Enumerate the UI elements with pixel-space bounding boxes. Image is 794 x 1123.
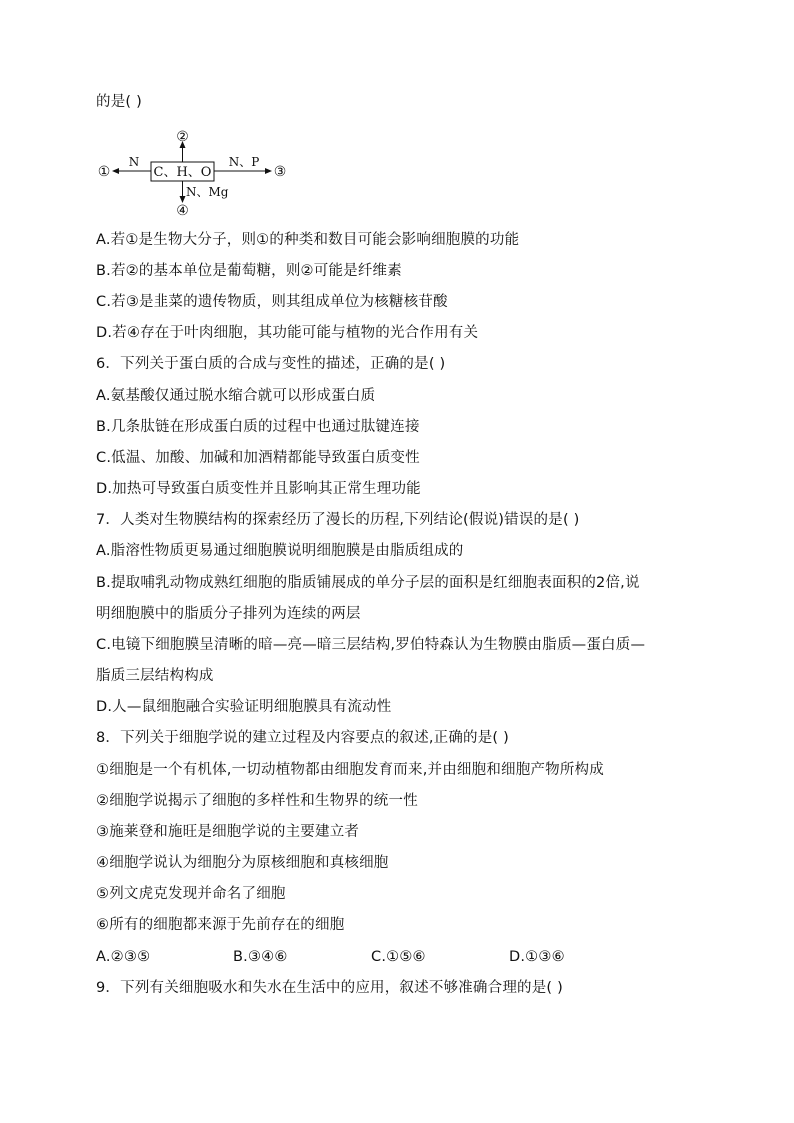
element-composition-diagram: [94, 126, 304, 220]
arrow-left-head: [112, 168, 119, 174]
node-4: ④: [176, 203, 189, 219]
q7-stem: 7．人类对生物膜结构的探索经历了漫长的历程,下列结论(假说)错误的是( ): [96, 512, 580, 528]
q9-stem: 9．下列有关细胞吸水和失水在生活中的应用，叙述不够准确合理的是( ): [96, 980, 563, 996]
q7-option-b-line1: B.提取哺乳动物成熟红细胞的脂质铺展成的单分子层的面积是红细胞表面积的2倍,说: [96, 575, 640, 591]
q8-option-d: D.①③⑥: [509, 949, 565, 965]
question-stem-tail: 的是( ): [96, 94, 142, 110]
node-1: ①: [97, 164, 111, 180]
q5-option-d: D.若④存在于叶肉细胞，其功能可能与植物的光合作用有关: [96, 325, 479, 341]
q8-statement-2: ②细胞学说揭示了细胞的多样性和生物界的统一性: [96, 793, 418, 809]
q5-option-b: B.若②的基本单位是葡萄糖，则②可能是纤维素: [96, 263, 402, 279]
node-3: ③: [273, 164, 287, 180]
q6-option-d: D.加热可导致蛋白质变性并且影响其正常生理功能: [96, 481, 421, 497]
q8-stem: 8．下列关于细胞学说的建立过程及内容要点的叙述,正确的是( ): [96, 730, 509, 746]
q8-statement-5: ⑤列文虎克发现并命名了细胞: [96, 886, 286, 902]
q8-option-b: B.③④⑥: [233, 949, 288, 965]
label-right: N、P: [228, 155, 260, 169]
q8-option-a: A.②③⑤: [96, 949, 151, 965]
q7-option-d: D.人—鼠细胞融合实验证明细胞膜具有流动性: [96, 699, 392, 715]
label-left: N: [128, 155, 140, 169]
arrow-right-head: [265, 168, 272, 174]
q7-option-a: A.脂溶性物质更易通过细胞膜说明细胞膜是由脂质组成的: [96, 543, 464, 559]
q7-option-c-line1: C.电镜下细胞膜呈清晰的暗—亮—暗三层结构,罗伯特森认为生物膜由脂质—蛋白质—: [96, 637, 646, 653]
arrow-down-head: [180, 196, 186, 203]
q7-option-c-line2: 脂质三层结构构成: [96, 668, 214, 684]
q7-option-b-line2: 明细胞膜中的脂质分子排列为连续的两层: [96, 606, 361, 622]
q8-statement-6: ⑥所有的细胞都来源于先前存在的细胞: [96, 917, 345, 933]
q6-option-b: B.几条肽链在形成蛋白质的过程中也通过肽键连接: [96, 419, 420, 435]
q8-statement-1: ①细胞是一个有机体,一切动植物都由细胞发育而来,并由细胞和细胞产物所构成: [96, 762, 604, 778]
label-down: N、Mg: [186, 185, 229, 199]
q6-option-a: A.氨基酸仅通过脱水缩合就可以形成蛋白质: [96, 388, 376, 404]
q6-stem: 6．下列关于蛋白质的合成与变性的描述，正确的是( ): [96, 356, 446, 372]
q6-option-c: C.低温、加酸、加碱和加酒精都能导致蛋白质变性: [96, 450, 420, 466]
q8-statement-3: ③施莱登和施旺是细胞学说的主要建立者: [96, 824, 360, 840]
q5-option-a: A.若①是生物大分子，则①的种类和数目可能会影响细胞膜的功能: [96, 232, 520, 248]
center-box-label: C、H、O: [153, 165, 212, 180]
node-2: ②: [176, 129, 189, 145]
q8-option-c: C.①⑤⑥: [371, 949, 426, 965]
q8-statement-4: ④细胞学说认为细胞分为原核细胞和真核细胞: [96, 855, 389, 871]
q5-option-c: C.若③是韭菜的遗传物质，则其组成单位为核糖核苷酸: [96, 294, 448, 310]
